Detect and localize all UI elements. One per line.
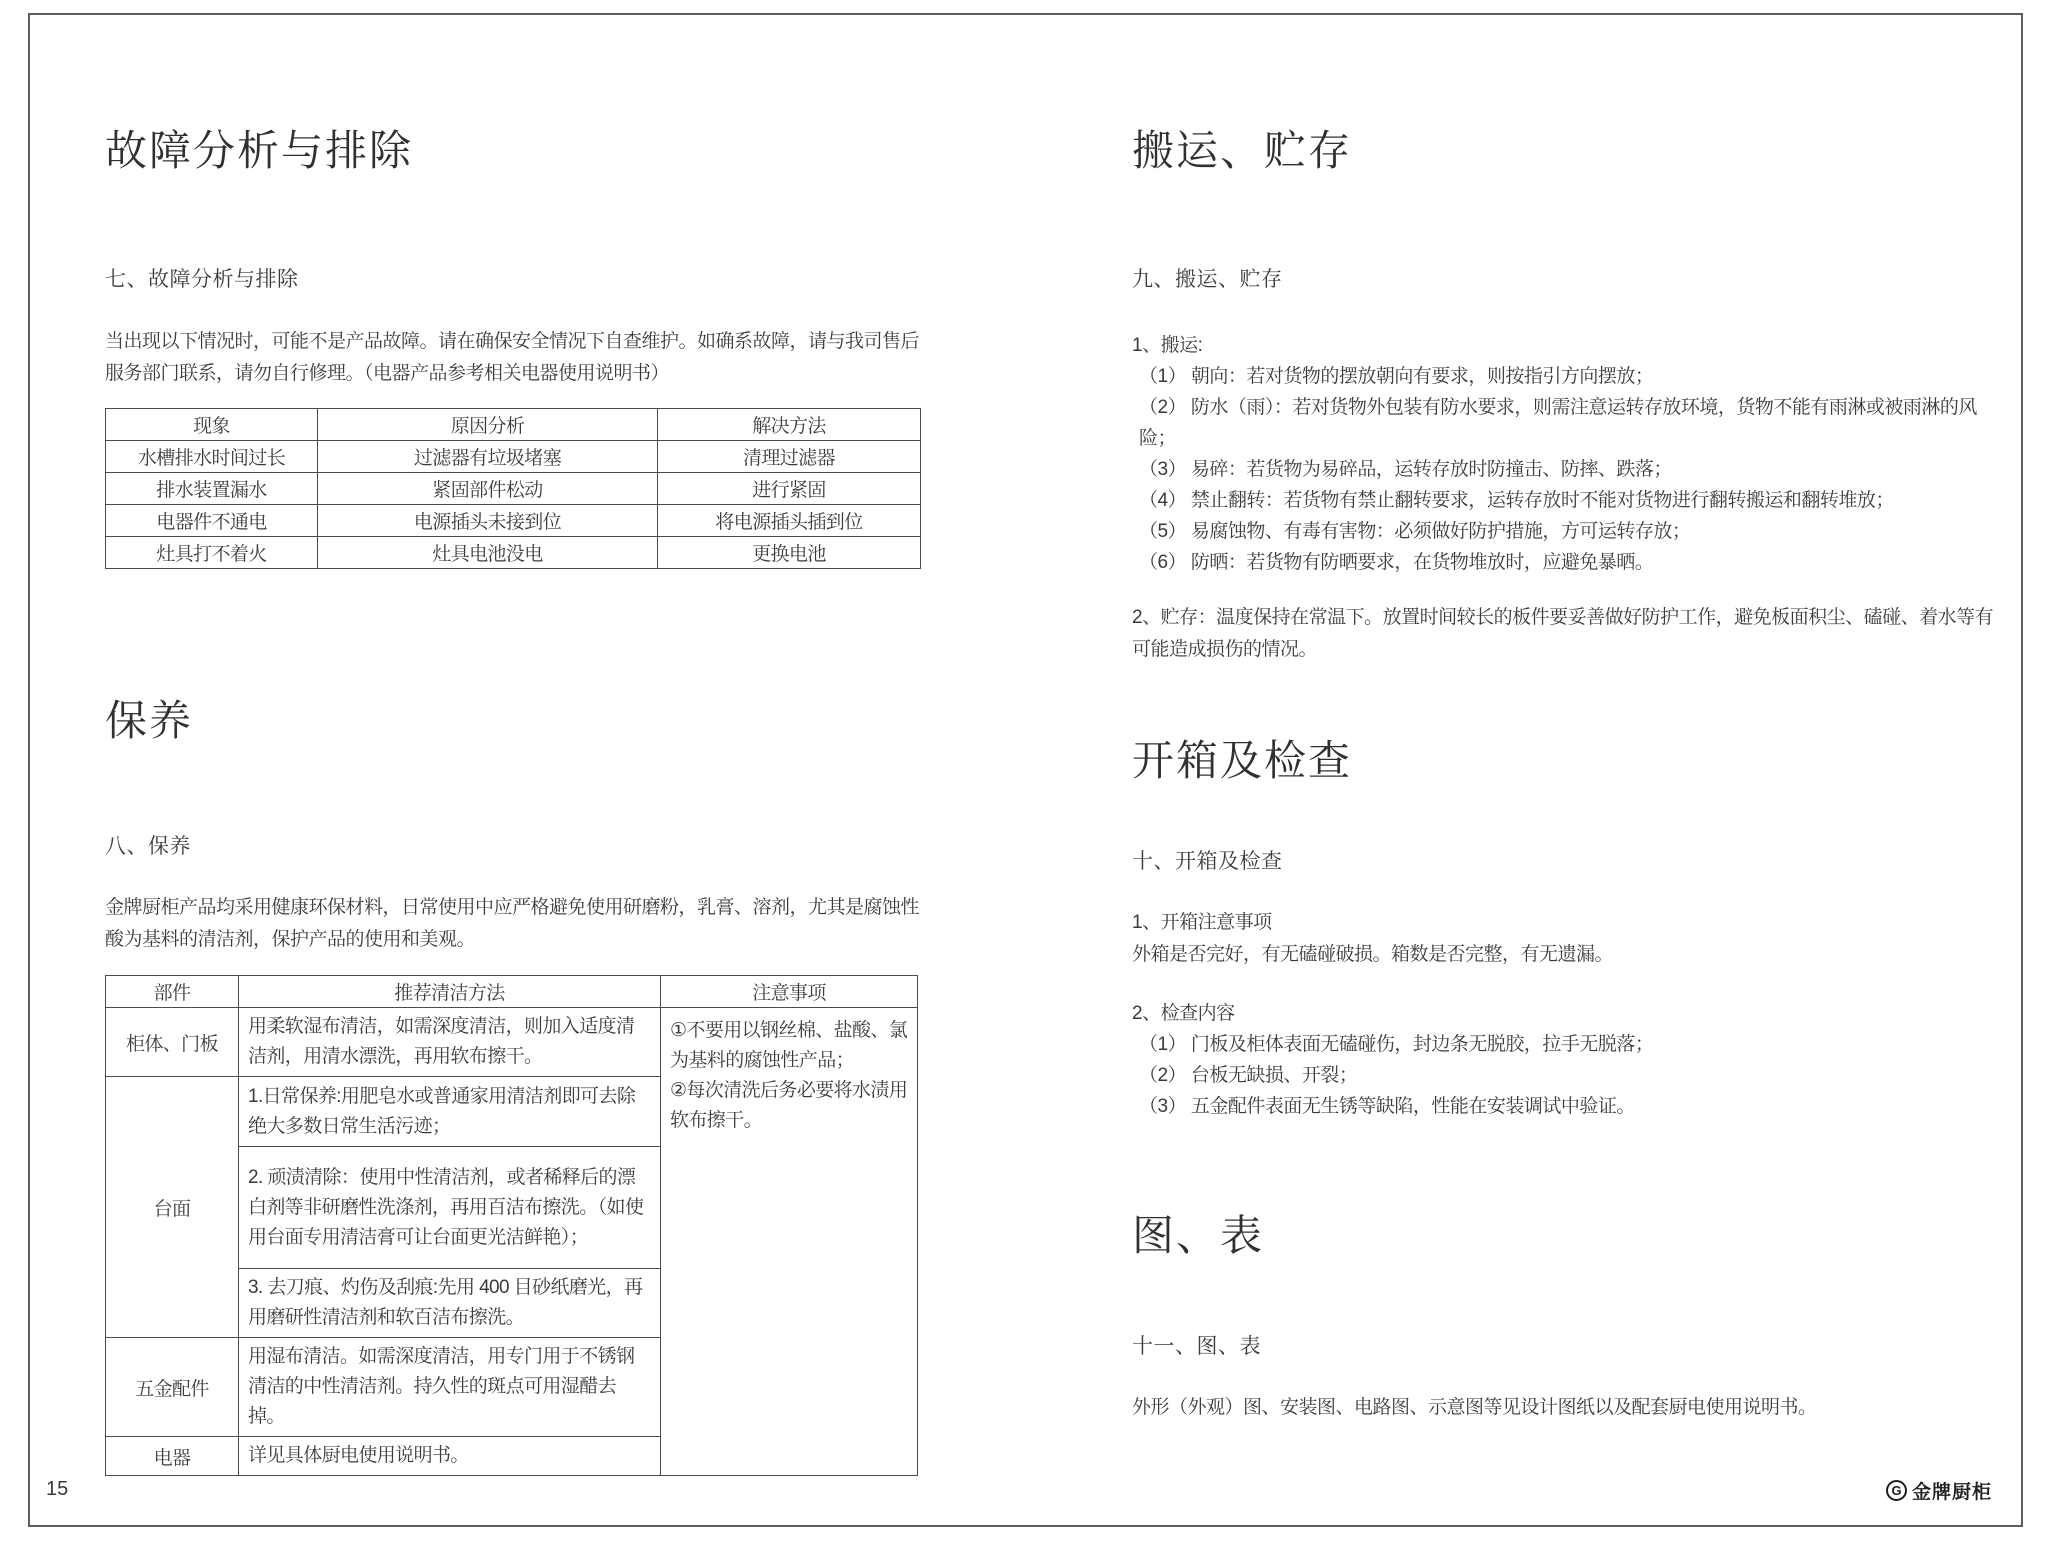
list-item: （1） 朝向：若对货物的摆放朝向有要求，则按指引方向摆放； — [1139, 366, 1654, 387]
charts-body: 外形（外观）图、安装图、电路图、示意图等见设计图纸以及配套厨电使用说明书。 — [1132, 1397, 1817, 1418]
fault-col-header: 现象 — [106, 409, 318, 441]
transport-section-heading: 九、搬运、贮存 — [1132, 268, 1283, 291]
brand-logo — [1886, 1477, 1992, 1504]
table-cell: 进行紧固 — [658, 473, 921, 505]
table-row — [106, 1008, 918, 1077]
table-cell: 电器件不通电 — [106, 505, 318, 537]
table-row — [106, 441, 921, 473]
transport-subheading: 1、搬运: — [1132, 335, 1203, 356]
unbox-subheading: 1、开箱注意事项 — [1132, 912, 1272, 933]
inspect-section-heading: 十、开箱及检查 — [1132, 850, 1283, 873]
table-cell: 更换电池 — [658, 537, 921, 569]
fault-col-header: 解决方法 — [658, 409, 921, 441]
table-cell: 水槽排水时间过长 — [106, 441, 318, 473]
table-cell: 将电源插头插到位 — [658, 505, 921, 537]
method-cell: 1.日常保养:用肥皂水或普通家用清洁剂即可去除绝大多数日常生活污迹； — [239, 1077, 661, 1147]
care-col-header: 推荐清洁方法 — [239, 976, 661, 1008]
table-cell: 紧固部件松动 — [318, 473, 658, 505]
table-cell: 电源插头未接到位 — [318, 505, 658, 537]
list-item: （3） 五金配件表面无生锈等缺陷，性能在安装调试中验证。 — [1139, 1096, 1635, 1117]
unbox-note: 外箱是否完好，有无磕碰破损。箱数是否完整，有无遗漏。 — [1132, 944, 1614, 965]
care-col-header: 注意事项 — [661, 976, 918, 1008]
table-cell: 灶具电池没电 — [318, 537, 658, 569]
table-header-row — [106, 409, 921, 441]
table-cell: 排水装置漏水 — [106, 473, 318, 505]
method-cell: 用湿布清洁。如需深度清洁，用专门用于不锈钢清洁的中性清洁剂。持久性的斑点可用湿醋去掉。 — [239, 1338, 661, 1437]
part-cell: 柜体、门板 — [106, 1008, 239, 1077]
list-item: （5） 易腐蚀物、有毒有害物：必须做好防护措施，方可运转存放； — [1139, 521, 1691, 542]
list-item: （3） 易碎：若货物为易碎品，运转存放时防撞击、防摔、跌落； — [1139, 459, 1672, 480]
list-item: （1） 门板及柜体表面无磕碰伤，封边条无脱胶，拉手无脱落； — [1139, 1034, 1654, 1055]
table-row — [106, 473, 921, 505]
list-item: （6） 防晒：若货物有防晒要求，在货物堆放时，应避免暴晒。 — [1139, 552, 1654, 573]
fault-col-header: 原因分析 — [318, 409, 658, 441]
brand-g-icon: G — [1886, 1480, 1907, 1501]
note-line: ②每次清洗后务必要将水渍用软布擦干。 — [670, 1080, 908, 1131]
list-item: （2） 台板无缺损、开裂； — [1139, 1065, 1358, 1086]
unbox-notes — [1132, 907, 1998, 971]
charts-section-heading: 十一、图、表 — [1132, 1335, 1261, 1358]
care-section-heading: 八、保养 — [105, 835, 191, 858]
table-cell: 灶具打不着火 — [106, 537, 318, 569]
transport-title: 搬运、贮存 — [1132, 127, 1353, 174]
fault-table — [105, 408, 921, 569]
table-row — [106, 505, 921, 537]
brand-name: 金牌厨柜 — [1912, 1482, 1993, 1503]
notes-cell — [661, 1008, 918, 1476]
care-col-header: 部件 — [106, 976, 239, 1008]
fault-title: 故障分析与排除 — [105, 127, 414, 174]
charts-title: 图、表 — [1132, 1212, 1265, 1259]
table-row — [106, 537, 921, 569]
note-line: ①不要用以钢丝棉、盐酸、氯为基料的腐蚀性产品； — [670, 1020, 908, 1071]
inspect-subheading: 2、检查内容 — [1132, 1003, 1235, 1024]
list-item: （4） 禁止翻转：若货物有禁止翻转要求，运转存放时不能对货物进行翻转搬运和翻转堆放； — [1139, 490, 1894, 511]
table-cell: 过滤器有垃圾堵塞 — [318, 441, 658, 473]
care-table — [105, 975, 918, 1476]
storage-paragraph: 2、贮存：温度保持在常温下。放置时间较长的板件要妥善做好防护工作，避免板面积尘、磕碰、着水等有可能造成损伤的情况。 — [1132, 607, 1994, 660]
method-cell: 详见具体厨电使用说明书。 — [239, 1437, 661, 1476]
part-cell: 五金配件 — [106, 1338, 239, 1437]
care-title: 保养 — [105, 697, 194, 744]
inspect-list — [1132, 998, 1998, 1122]
inspect-title: 开箱及检查 — [1132, 737, 1353, 784]
part-cell: 电器 — [106, 1437, 239, 1476]
care-intro: 金牌厨柜产品均采用健康环保材料，日常使用中应严格避免使用研磨粉，乳膏、溶剂，尤其是腐蚀性酸为基料的清洁剂，保护产品的使用和美观。 — [105, 897, 920, 950]
method-cell: 用柔软湿布清洁，如需深度清洁，则加入适度清洁剂，用清水漂洗，再用软布擦干。 — [239, 1008, 661, 1077]
table-header-row — [106, 976, 918, 1008]
part-cell: 台面 — [106, 1077, 239, 1338]
fault-intro: 当出现以下情况时，可能不是产品故障。请在确保安全情况下自查维护。如确系故障，请与我司售后服务部门联系，请勿自行修理。（电器产品参考相关电器使用说明书） — [105, 331, 920, 384]
transport-list — [1132, 330, 1998, 578]
method-cell: 2. 顽渍清除：使用中性清洁剂，或者稀释后的漂白剂等非研磨性洗涤剂，再用百洁布擦洗。（如使用台面专用清洁膏可让台面更光洁鲜艳）； — [239, 1147, 661, 1269]
method-cell: 3. 去刀痕、灼伤及刮痕:先用 400 目砂纸磨光，再用磨研性清洁剂和软百洁布擦洗。 — [239, 1269, 661, 1338]
list-item: （2） 防水（雨）：若对货物外包装有防水要求，则需注意运转存放环境，货物不能有雨淋或被雨淋的风险； — [1139, 397, 1977, 449]
table-cell: 清理过滤器 — [658, 441, 921, 473]
page-number: 15 — [46, 1478, 69, 1500]
fault-section-heading: 七、故障分析与排除 — [105, 268, 299, 291]
